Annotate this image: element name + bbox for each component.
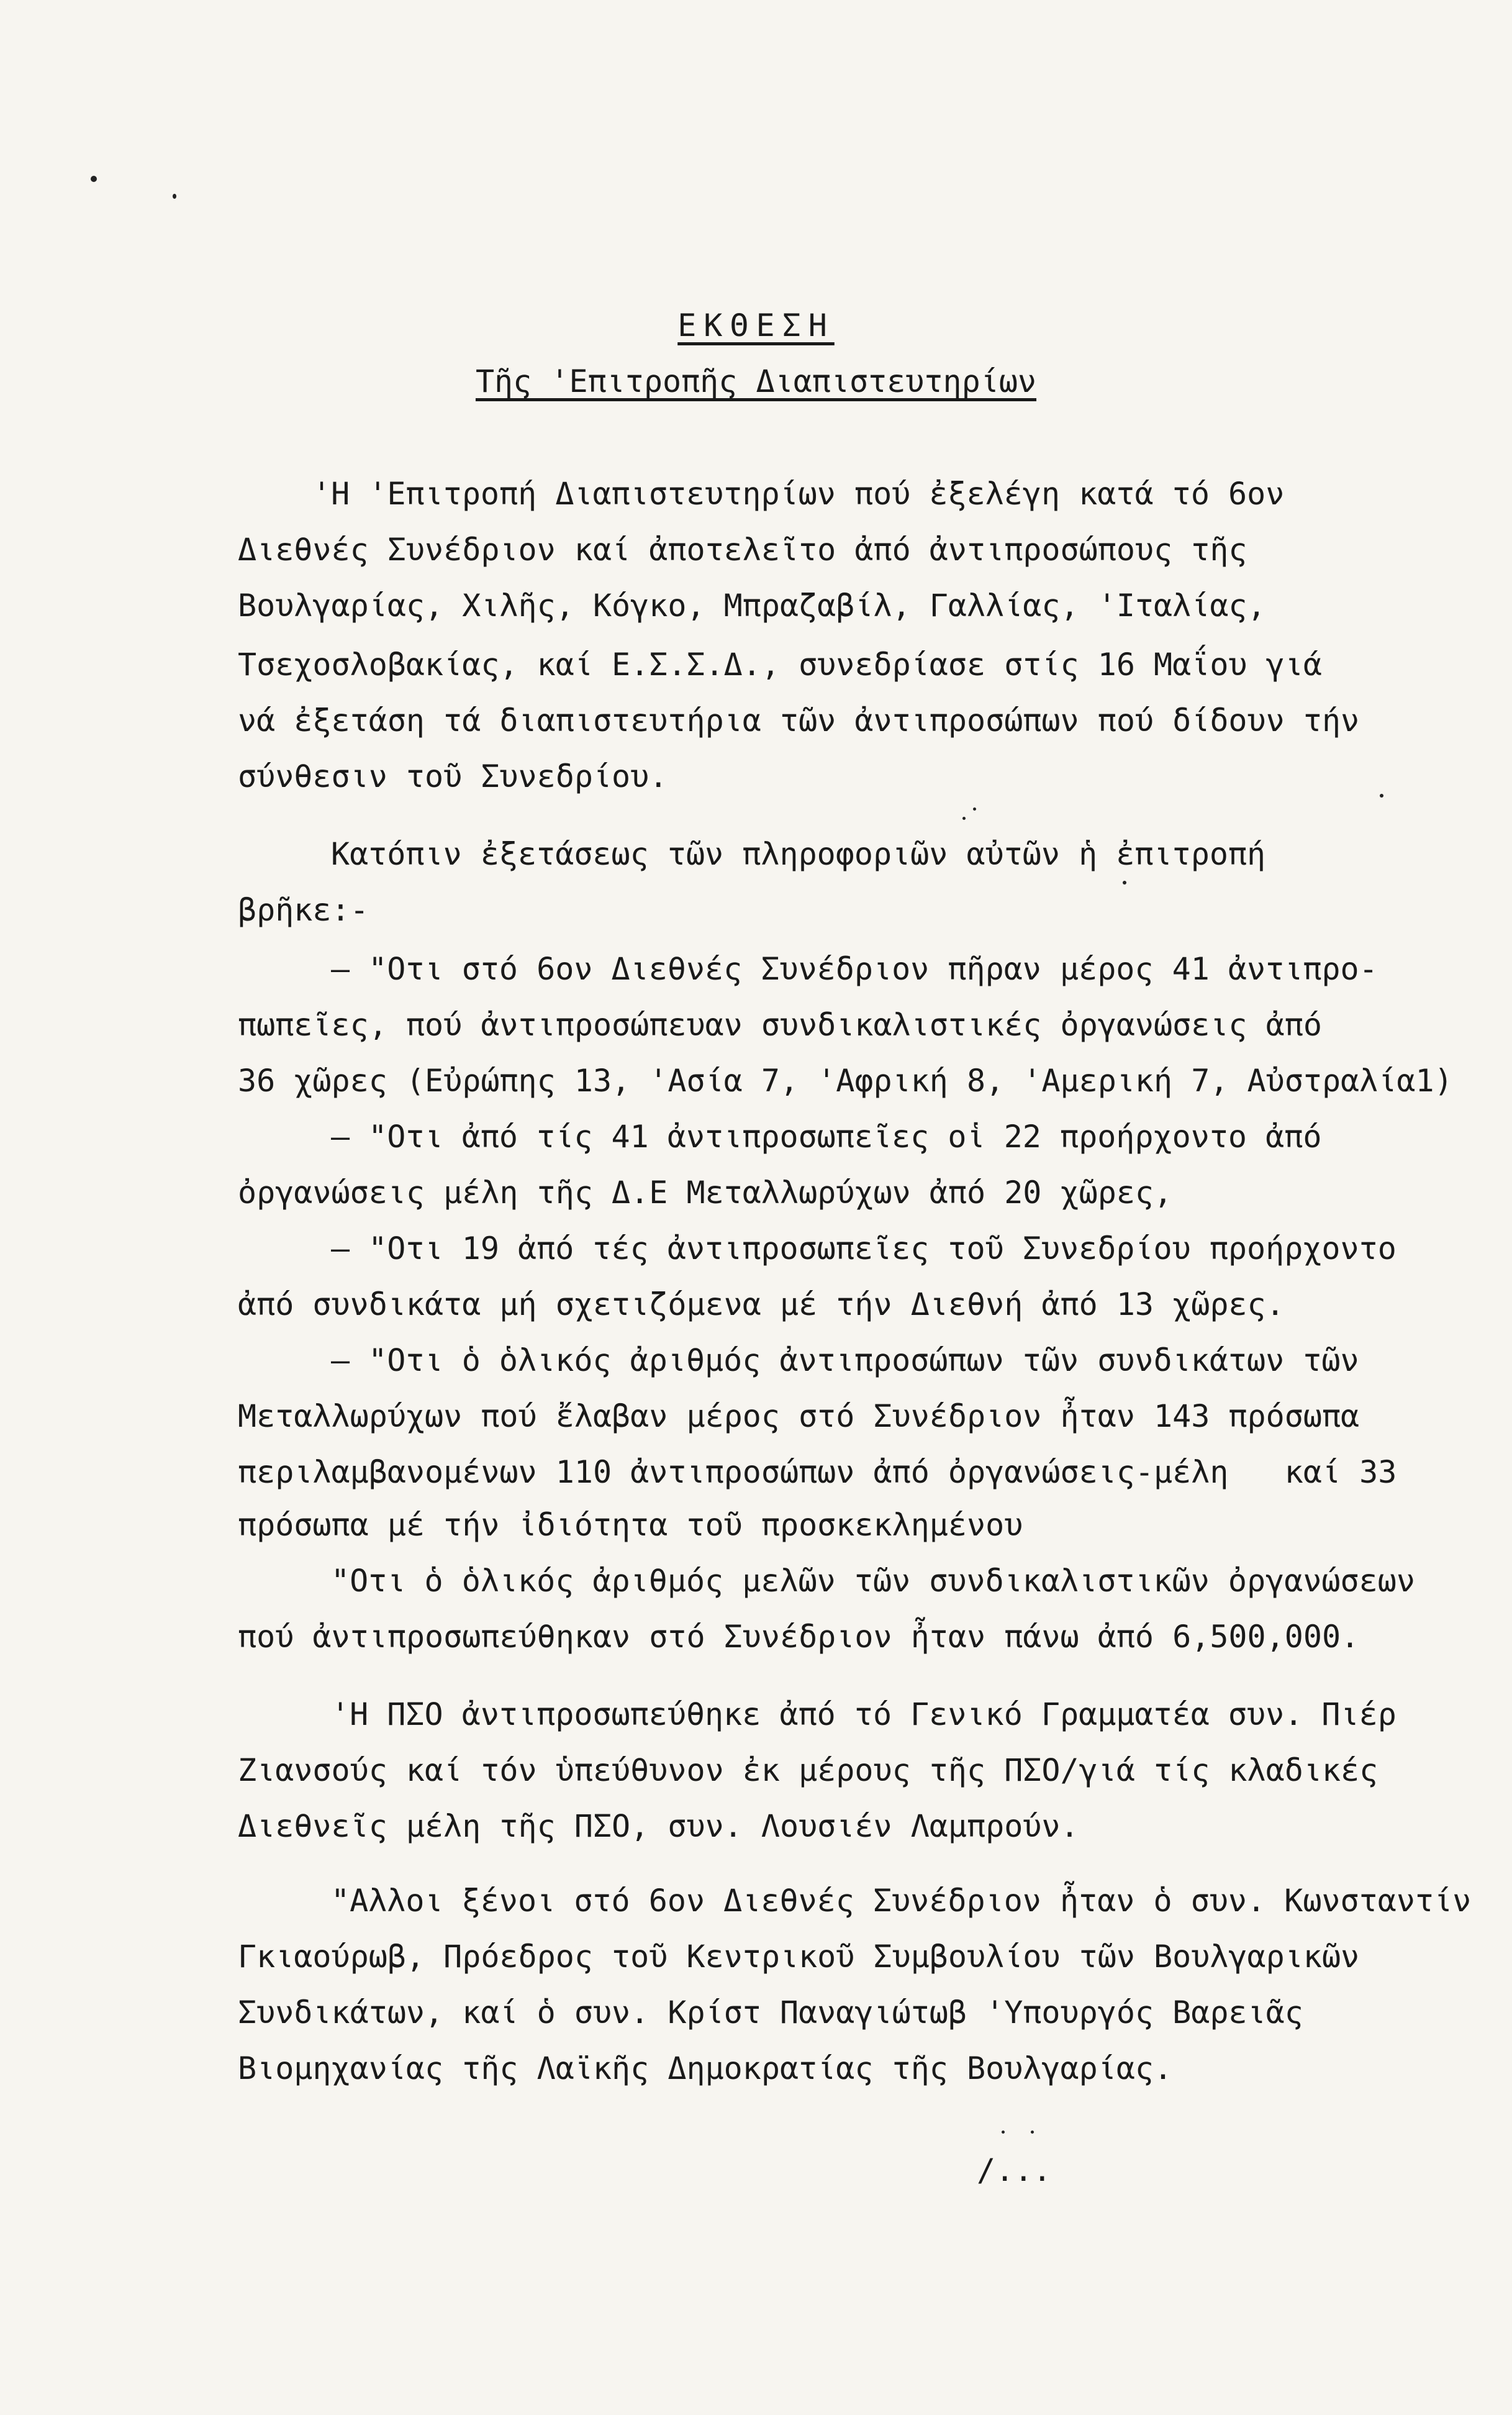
paragraph-line: 'Η 'Επιτροπή Διαπιστευτηρίων πού ἐξελέγη κατά τό 6ον [312,476,1285,512]
paragraph-line: – "Οτι ὁ ὁλικός ἀριθμός ἀντιπροσώπων τῶν συνδικάτων τῶν [331,1342,1359,1378]
paragraph-line: Διεθνές Συνέδριον καί ἀποτελεῖτο ἀπό ἀντιπροσώπους τῆς [238,532,1247,568]
paragraph-line: Κατόπιν ἐξετάσεως τῶν πληροφοριῶν αὐτῶν ἡ ἐπιτροπή [331,836,1266,872]
paragraph-line: Διεθνεῖς μέλη τῆς ΠΣΟ, συν. Λουσιέν Λαμπρούν. [238,1808,1079,1844]
paragraph-line: σύνθεσιν τοῦ Συνεδρίου. [238,758,668,794]
paragraph-line: Βιομηχανίας τῆς Λαϊκῆς Δημοκρατίας τῆς Βουλγαρίας. [238,2050,1173,2086]
paragraph-line: πρόσωπα μέ τήν ἰδιότητα τοῦ προσκεκλημένου [238,1507,1023,1543]
paragraph-line: πού ἀντιπροσωπεύθηκαν στό Συνέδριον ἦταν πάνω ἀπό 6,500,000. [238,1619,1360,1655]
paragraph-line: ἀπό συνδικάτα μή σχετιζόμενα μέ τήν Διεθνή ἀπό 13 χῶρες. [238,1286,1285,1322]
paragraph-line: Τσεχοσλοβακίας, καί Ε.Σ.Σ.Δ., συνεδρίασε στίς 16 Μαΐου γιά [238,647,1322,683]
paragraph-line: περιλαμβανομένων 110 ἀντιπροσώπων ἀπό ὀργανώσεις-μέλη καί 33 [238,1454,1397,1490]
paragraph-line: – "Οτι στό 6ον Διεθνές Συνέδριον πῆραν μέρος 41 ἀντιπρο- [331,951,1378,987]
paragraph-line: ὀργανώσεις μέλη τῆς Δ.Ε Μεταλλωρύχων ἀπό 20 χῶρες, [238,1175,1173,1211]
paragraph-line: Συνδικάτων, καί ὁ συν. Κρίστ Παναγιώτωβ 'Υπουργός Βαρειᾶς [238,1994,1303,2031]
document-title: ΕΚΘΕΣΗ [677,307,835,343]
paragraph-line: νά ἐξετάση τά διαπιστευτήρια τῶν ἀντιπροσώπων πού δίδουν τήν [238,703,1360,739]
paragraph-line: 'Η ΠΣΟ ἀντιπροσωπεύθηκε ἀπό τό Γενικό Γραμματέα συν. Πιέρ [331,1696,1397,1732]
document-subtitle: Τῆς 'Επιτροπῆς Διαπιστευτηρίων [475,363,1037,399]
paragraph-line: 36 χῶρες (Εὐρώπης 13, 'Ασία 7, 'Αφρική 8, 'Αμερική 7, Αὐστραλία1) [238,1063,1453,1099]
paragraph-line: Ζιανσούς καί τόν ὑπεύθυνον ἐκ μέρους τῆς ΠΣΟ/γιά τίς κλαδικές [238,1752,1378,1788]
paragraph-line: Γκιαούρωβ, Πρόεδρος τοῦ Κεντρικοῦ Συμβουλίου τῶν Βουλγαρικῶν [238,1939,1360,1975]
paragraph-line: πωπεῖες, πού ἀντιπροσώπευαν συνδικαλιστικές ὀργανώσεις ἀπό [238,1007,1322,1043]
paragraph-line: – "Οτι 19 ἀπό τές ἀντιπροσωπεῖες τοῦ Συνεδρίου προήρχοντο [331,1230,1397,1267]
paragraph-line: Μεταλλωρύχων πού ἔλαβαν μέρος στό Συνέδριον ἦταν 143 πρόσωπα [238,1398,1360,1434]
paragraph-line: "Οτι ὁ ὁλικός ἀριθμός μελῶν τῶν συνδικαλιστικῶν ὀργανώσεων [331,1563,1415,1599]
paragraph-line: "Αλλοι ξένοι στό 6ον Διεθνές Συνέδριον ἦταν ὁ συν. Κωνσταντίν [331,1883,1472,1919]
continuation-mark: /... [977,2152,1052,2188]
paragraph-line: Βουλγαρίας, Χιλῆς, Κόγκο, Μπραζαβίλ, Γαλλίας, 'Ιταλίας, [238,588,1266,624]
paragraph-line: – "Οτι ἀπό τίς 41 ἀντιπροσωπεῖες οἱ 22 προήρχοντο ἀπό [331,1119,1322,1155]
paragraph-line: βρῆκε:- [238,892,369,928]
